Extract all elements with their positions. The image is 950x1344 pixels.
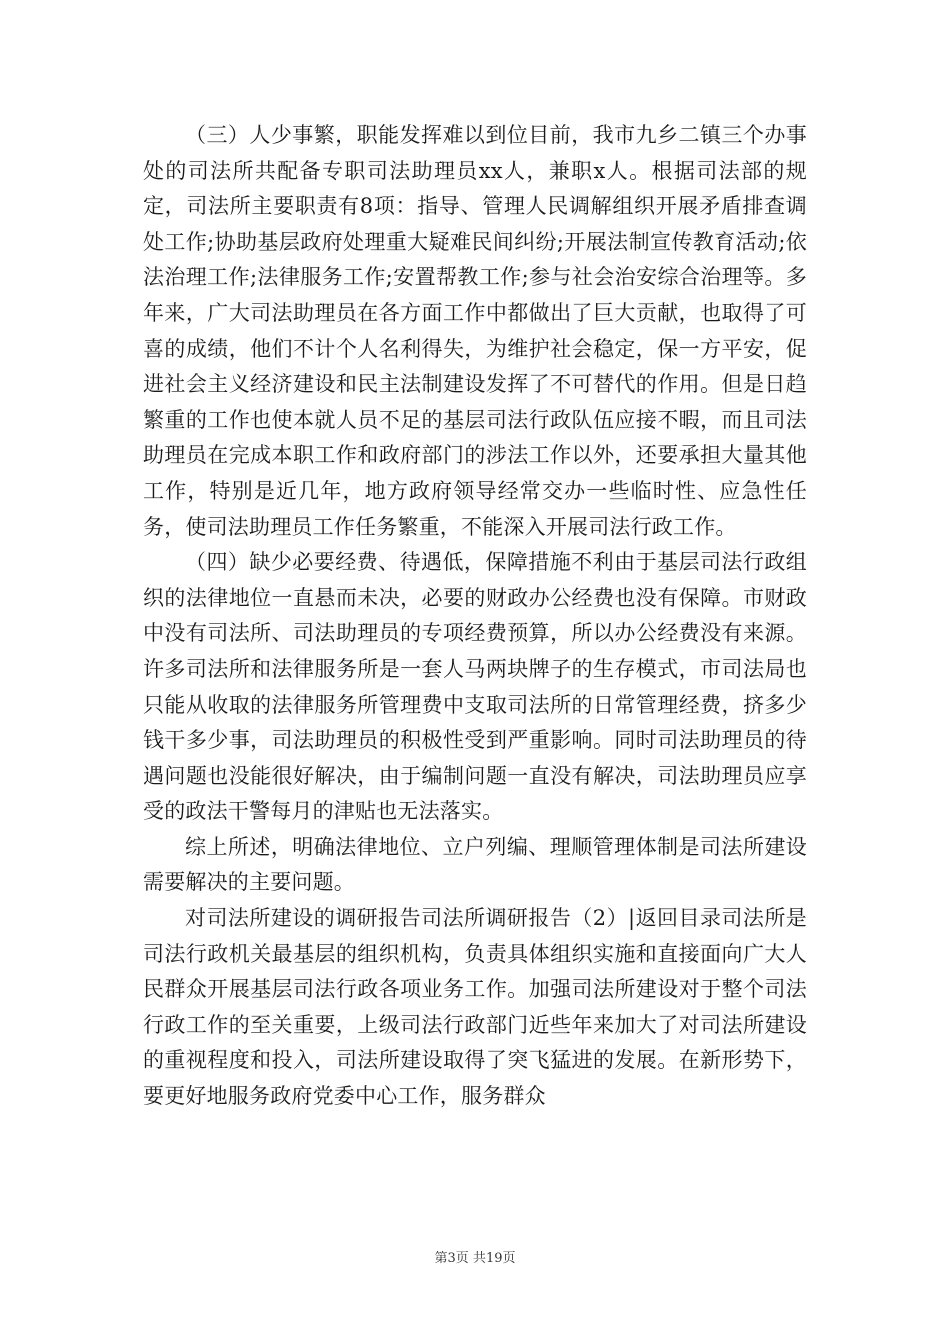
- footer-suffix: 页: [502, 1251, 516, 1266]
- paragraph-section-3: （三）人少事繁，职能发挥难以到位目前，我市九乡二镇三个办事处的司法所共配备专职司法助理员xx人，兼职x人。根据司法部的规定，司法所主要职责有8项：指导、管理人民调解组织开展矛盾排查调处工作;协助基层政府处理重大疑难民间纠纷;开展法制宣传教育活动;依法治理工作;法律服务工作;安置帮教工作;参与社会治安综合治理等。多年来，广大司法助理员在各方面工作中都做出了巨大贡献，也取得了可喜的成绩，他们不计个人名利得失，为维护社会稳定，保一方平安，促进社会主义经济建设和民主法制建设发挥了不可替代的作用。但是日趋繁重的工作也使本就人员不足的基层司法行政队伍应接不暇，而且司法助理员在完成本职工作和政府部门的涉法工作以外，还要承担大量其他工作，特别是近几年，地方政府领导经常交办一些临时性、应急性任务，使司法助理员工作任务繁重，不能深入开展司法行政工作。: [143, 123, 807, 539]
- footer-middle: 页 共: [455, 1251, 486, 1266]
- paragraph-section-4: （四）缺少必要经费、待遇低，保障措施不利由于基层司法行政组织的法律地位一直悬而未决，必要的财政办公经费也没有保障。市财政中没有司法所、司法助理员的专项经费预算，所以办公经费没有来源。许多司法所和法律服务所是一套人马两块牌子的生存模式，市司法局也只能从收取的法律服务所管理费中支取司法所的日常管理经费，挤多少钱干多少事，司法助理员的积极性受到严重影响。同时司法助理员的待遇问题也没能很好解决，由于编制问题一直没有解决，司法助理员应享受的政法干警每月的津贴也无法落实。: [143, 550, 807, 824]
- current-page-number: 3: [447, 1251, 456, 1266]
- total-page-count: 19: [485, 1251, 503, 1266]
- paragraph-report-2: 对司法所建设的调研报告司法所调研报告（2）|返回目录司法所是司法行政机关最基层的组织机构，负责具体组织实施和直接面向广大人民群众开展基层司法行政各项业务工作。加强司法所建设对于整个司法行政工作的至关重要，上级司法行政部门近些年来加大了对司法所建设的重视程度和投入，司法所建设取得了突飞猛进的发展。在新形势下，要更好地服务政府党委中心工作，服务群众: [143, 906, 807, 1109]
- page-footer: [0, 1247, 950, 1266]
- paragraph-summary: 综上所述，明确法律地位、立户列编、理顺管理体制是司法所建设需要解决的主要问题。: [143, 834, 807, 895]
- footer-prefix: 第: [434, 1251, 448, 1266]
- document-body: [143, 118, 807, 1115]
